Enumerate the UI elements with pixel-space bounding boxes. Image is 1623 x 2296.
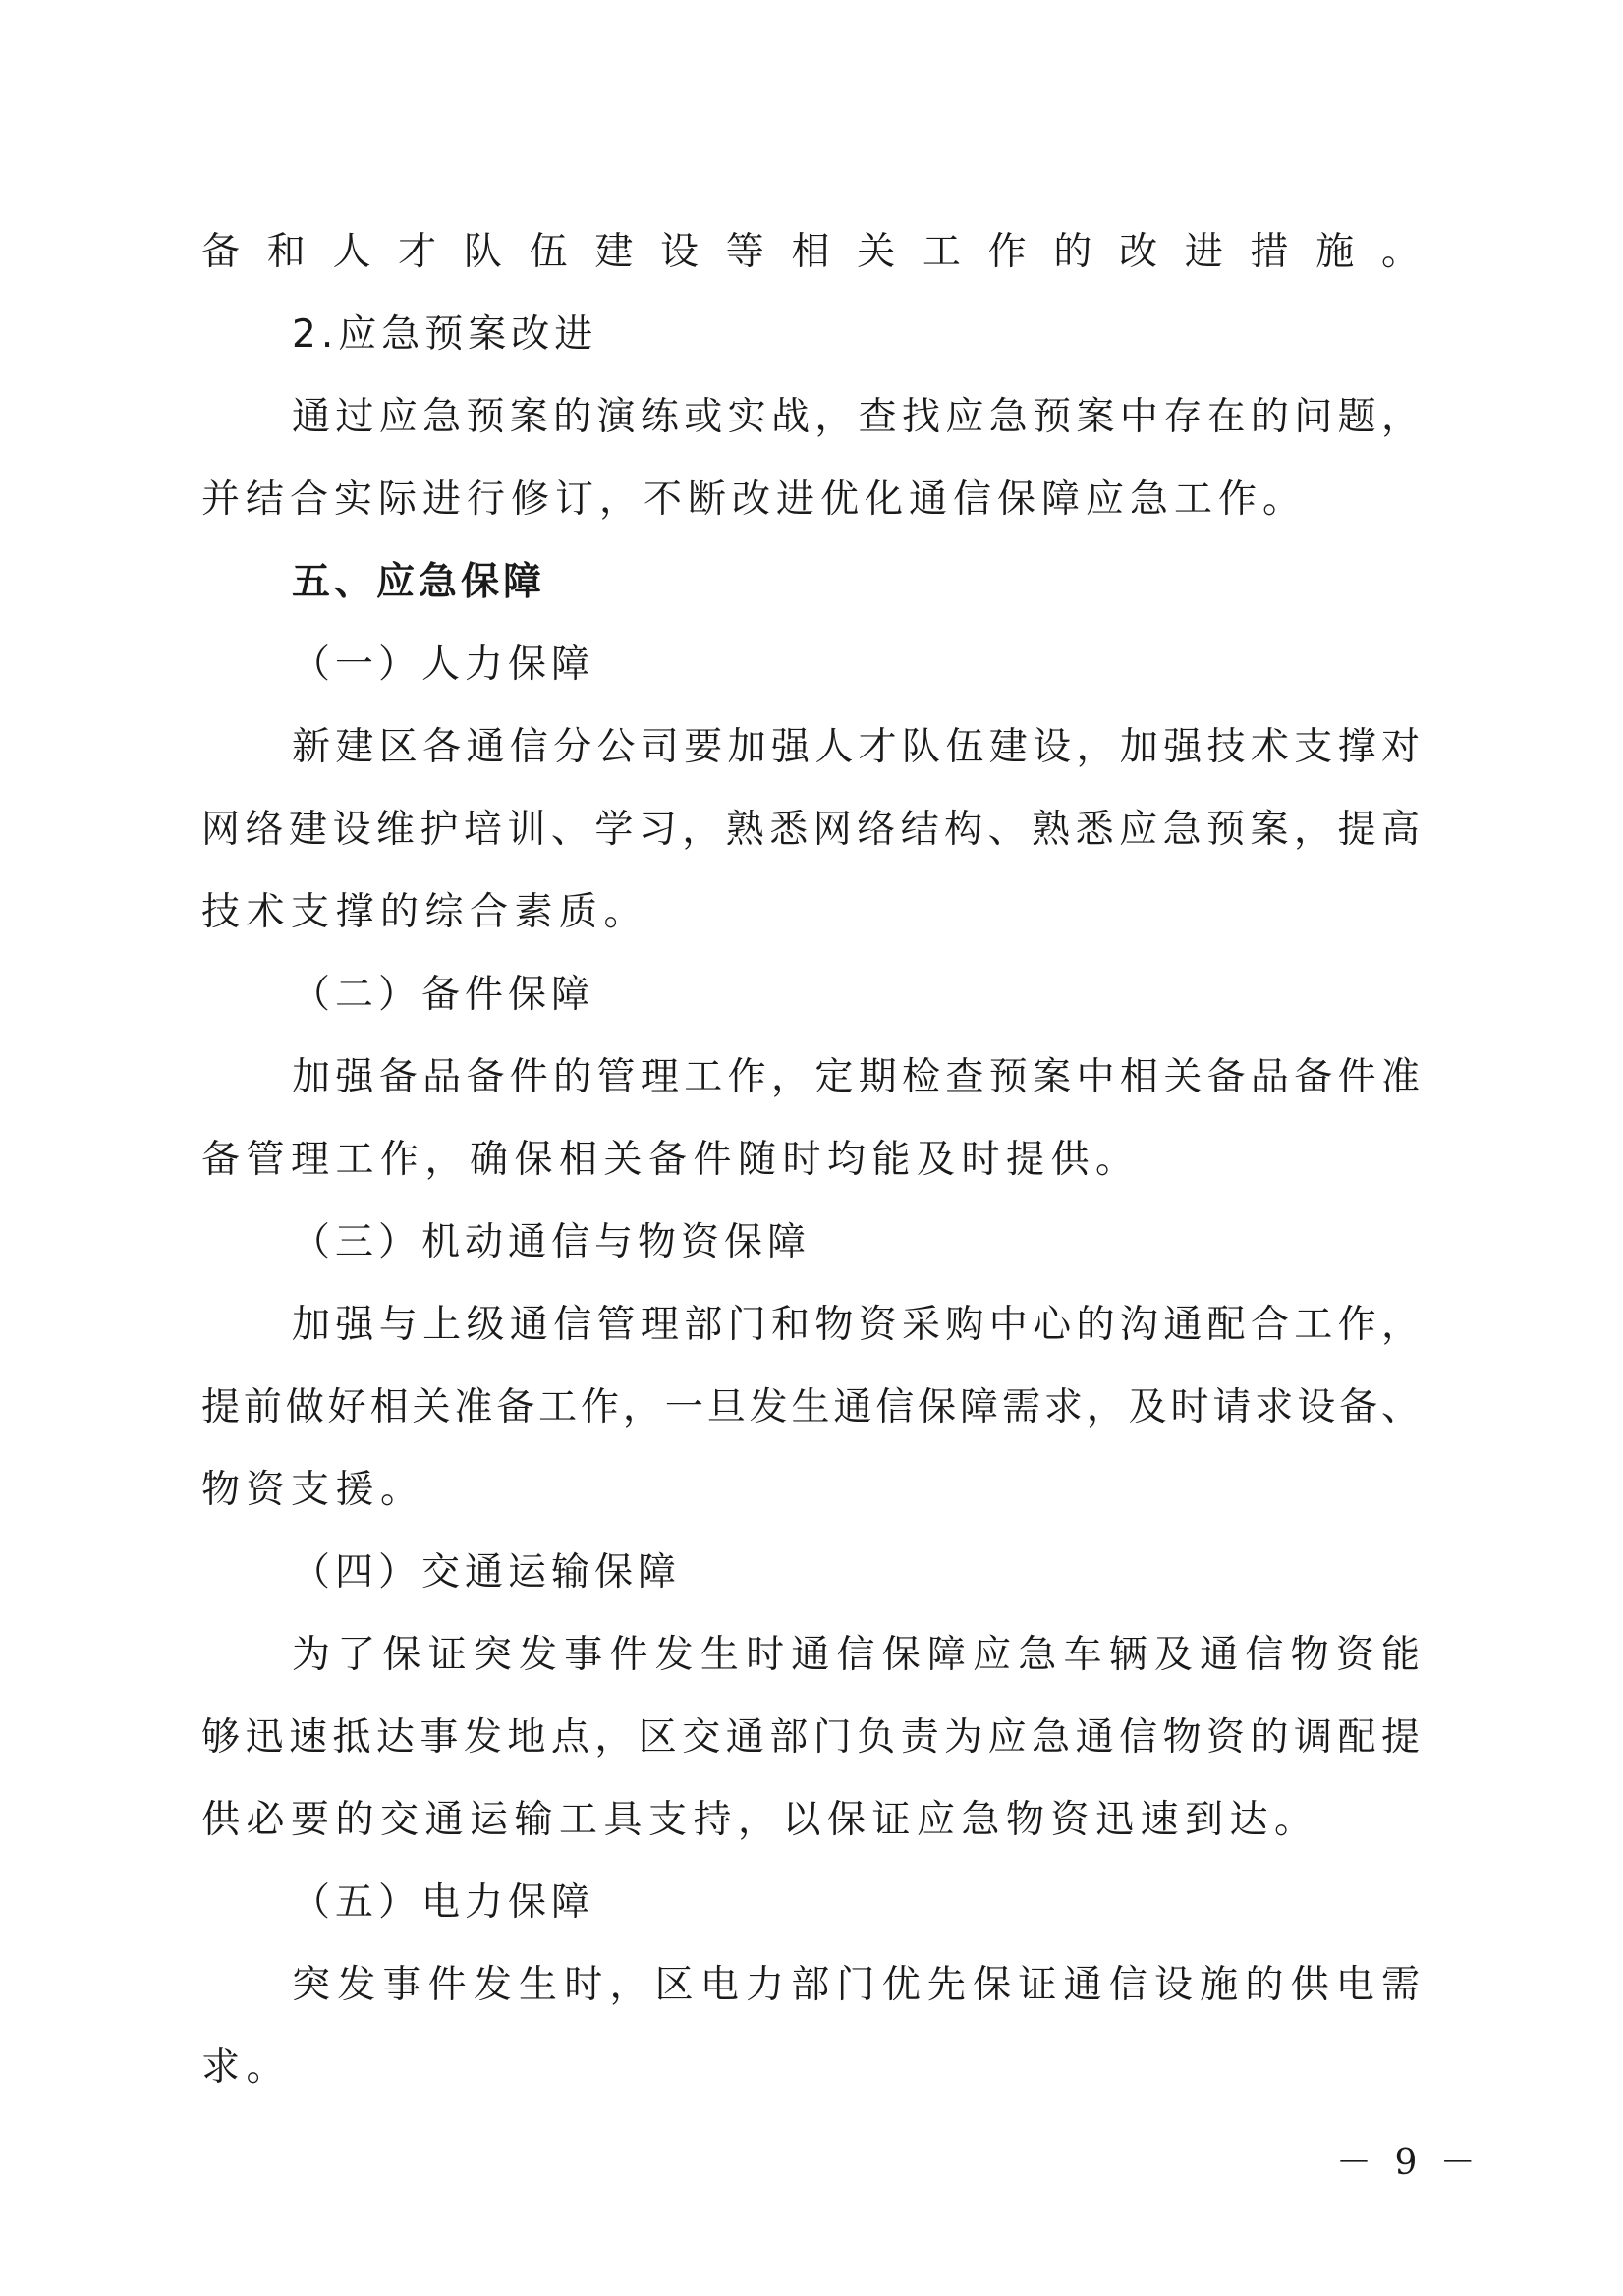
subsection-heading: （二）备件保障 (292, 973, 595, 1017)
paragraph-line: 新建区各通信分公司要加强人才队伍建设，加强技术支撑对 (292, 725, 1420, 769)
subsection-heading: （一）人力保障 (292, 643, 595, 687)
paragraph-line: 提前做好相关准备工作，一旦发生通信保障需求，及时请求设备、 (201, 1385, 1420, 1429)
paragraph-line: 够迅速抵达事发地点，区交通部门负责为应急通信物资的调配提 (201, 1715, 1420, 1760)
paragraph-line: 为了保证突发事件发生时通信保障应急车辆及通信物资能 (292, 1633, 1420, 1677)
section-heading: 五、应急保障 (292, 560, 546, 604)
paragraph-line: 供必要的交通运输工具支持，以保证应急物资迅速到达。 (201, 1798, 1319, 1842)
subsection-heading: 2.应急预案改进 (292, 312, 598, 357)
paragraph-line: 物资支援。 (201, 1468, 425, 1512)
subsection-heading: （三）机动通信与物资保障 (292, 1220, 812, 1264)
paragraph-line: 通过应急预案的演练或实战，查找应急预案中存在的问题， (292, 395, 1420, 439)
paragraph-line: 加强备品备件的管理工作，定期检查预案中相关备品备件准 (292, 1055, 1420, 1099)
subsection-heading: （五）电力保障 (292, 1880, 595, 1925)
paragraph-line: 备管理工作，确保相关备件随时均能及时提供。 (201, 1138, 1141, 1182)
paragraph-line: 备和人才队伍建设等相关工作的改进措施。 (201, 230, 1420, 274)
paragraph-line: 网络建设维护培训、学习，熟悉网络结构、熟悉应急预案，提高 (201, 808, 1420, 852)
paragraph-line: 突发事件发生时，区电力部门优先保证通信设施的供电需 (292, 1963, 1420, 2007)
paragraph-line: 求。 (201, 2045, 292, 2090)
page-number: － 9 － (1336, 2143, 1482, 2183)
subsection-heading: （四）交通运输保障 (292, 1550, 682, 1595)
paragraph-line: 加强与上级通信管理部门和物资采购中心的沟通配合工作， (292, 1303, 1420, 1347)
paragraph-line: 并结合实际进行修订，不断改进优化通信保障应急工作。 (201, 477, 1308, 522)
paragraph-line: 技术支撑的综合素质。 (201, 890, 649, 934)
